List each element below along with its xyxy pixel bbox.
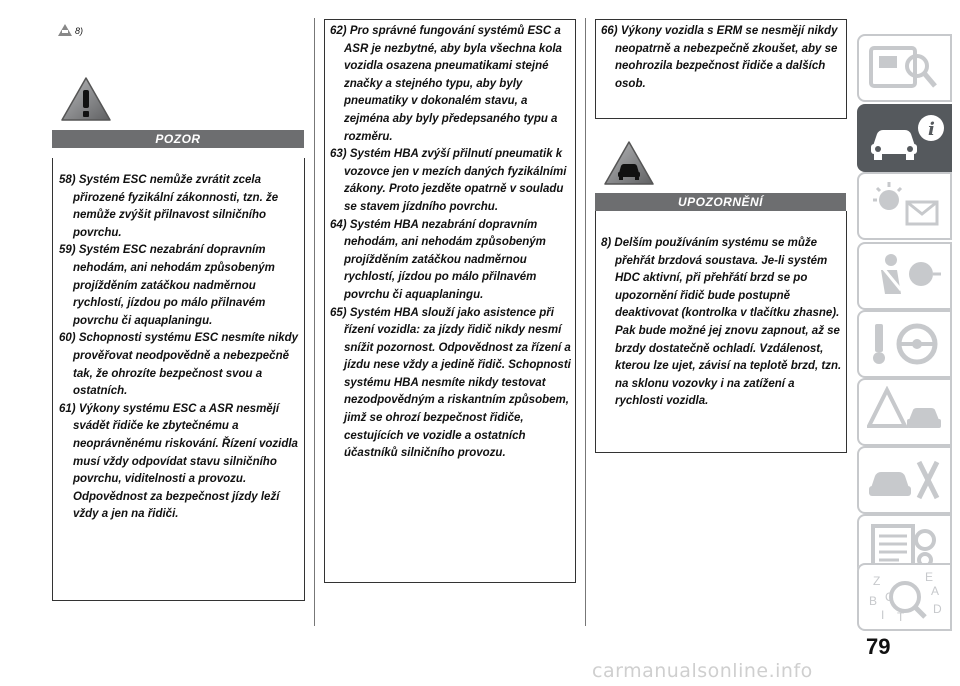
- small-warning-icon: [58, 24, 72, 36]
- column-divider: [314, 18, 315, 626]
- svg-text:T: T: [897, 610, 905, 623]
- svg-text:I: I: [881, 608, 885, 622]
- svg-text:E: E: [925, 571, 934, 584]
- caution-banner: POZOR: [52, 130, 304, 148]
- notice-item: 8) Delším používáním systému se může přehřát brzdová soustava. Je-li systém HDC aktivní, při přehřátí brzd se po upozornění řidič bude postupně deaktivovat (kontrolka v tlačítku zhasne). Pak bude možné jej znovu zapnout, až se brzdy dostatečně ochladí. Vzdálenost, kterou lze ujet, závisí na teplotě brzd, tzn. na sklonu vozovky i na zatížení a rychlosti vozidla.: [601, 237, 842, 408]
- caution-text-end: [601, 23, 843, 93]
- dashboard-search-icon: [867, 42, 947, 94]
- tab-starting-driving[interactable]: [857, 310, 952, 378]
- steering-key-icon: [867, 318, 947, 370]
- svg-text:C: C: [885, 590, 894, 604]
- watermark: carmanualsonline.info: [592, 660, 813, 682]
- lights-message-icon: [867, 180, 947, 232]
- caution-item: 62) Pro správné fungování systémů ESC a ASR je nezbytné, aby byla všechna kola vozidla osazena pneumatikami stejné značky a stejného typu, aby byly pneumatiky v dokonalém stavu, a zejména aby byly předepsaného typu a rozměru.: [330, 25, 562, 143]
- warning-car-icon: [867, 386, 947, 438]
- tab-emergency[interactable]: [857, 378, 952, 446]
- caution-item: 63) Systém HBA zvýší přilnutí pneumatik k vozovce jen v mezích daných fyzikálními zákony. Proto jezděte opatrně v souladu se stavem jízdního povrchu.: [330, 148, 567, 213]
- car-tools-icon: [867, 454, 947, 506]
- tab-safety[interactable]: [857, 242, 952, 310]
- caution-item: 66) Výkony vozidla s ERM se nesmějí nikdy neopatrně a nebezpečně zkoušet, aby se neohrozila bezpečnost řidiče a dalších osob.: [601, 25, 838, 90]
- notice-banner: UPOZORNĚNÍ: [595, 193, 846, 211]
- svg-text:A: A: [931, 584, 940, 598]
- warning-car-triangle-icon: [603, 140, 655, 186]
- tab-car-info[interactable]: [857, 104, 952, 172]
- alphabet-index-icon: [867, 571, 947, 623]
- tab-lights-messages[interactable]: [857, 172, 952, 240]
- caution-item: 59) Systém ESC nezabrání dopravním nehodám, ani nehodám způsobeným projížděním zatáčkou nadměrnou rychlostí, jízdou po málo přilnavém povrchu či aquaplaningu.: [59, 244, 275, 327]
- reference-number: 8): [75, 26, 84, 36]
- svg-text:i: i: [928, 119, 935, 140]
- caution-text: [59, 172, 302, 524]
- tab-maintenance[interactable]: [857, 446, 952, 514]
- tab-index[interactable]: [857, 563, 952, 631]
- page-number: 79: [866, 634, 891, 659]
- caution-item: 61) Výkony systému ESC a ASR nesmějí svádět řidiče ke zbytečnému a neoprávněnému riskování. Řízení vozidla musí vždy odpovídat stavu silničního povrchu, viditelnosti a provozu. Odpovědnost za bezpečnost jízdy leží vždy a jen na řidiči.: [59, 402, 298, 521]
- notice-text: [601, 235, 843, 411]
- warning-triangle-icon: [60, 76, 112, 122]
- svg-text:Z: Z: [873, 574, 881, 588]
- car-info-icon: [867, 112, 947, 164]
- tab-dashboard[interactable]: [857, 34, 952, 102]
- seat-airbag-icon: [867, 250, 947, 302]
- caution-item: 58) Systém ESC nemůže zvrátit zcela přirozené fyzikální zákonnosti, tzn. že nemůže zvýšit přilnavost silničního povrchu.: [59, 174, 279, 239]
- caution-text-continued: [330, 23, 572, 463]
- caution-item: 64) Systém HBA nezabrání dopravním nehodám, ani nehodám způsobeným projížděním zatáčkou nadměrnou rychlostí, jízdou po málo přilnavém povrchu či aquaplaningu.: [330, 218, 546, 301]
- svg-text:B: B: [869, 594, 878, 608]
- caution-item: 65) Systém HBA slouží jako asistence při řízení vozidla: za jízdy řidič nikdy nesmí snížit pozornost. Odpovědnost za řízení a jízdu nese vždy a jedině řidič. Schopnosti systému HBA nesmíte nikdy testovat nezodpovědným a riskantním způsobem, jimž se ohrozí bezpečnost řidiče, cestujících ve vozidle a ostatních účastníků silničního provozu.: [330, 306, 571, 460]
- caution-item: 60) Schopnosti systému ESC nesmíte nikdy prověřovat neodpovědně a nebezpečně tak, že ohrozíte bezpečnost svou a ostatních.: [59, 332, 299, 398]
- svg-text:D: D: [933, 602, 942, 616]
- column-divider: [585, 18, 586, 626]
